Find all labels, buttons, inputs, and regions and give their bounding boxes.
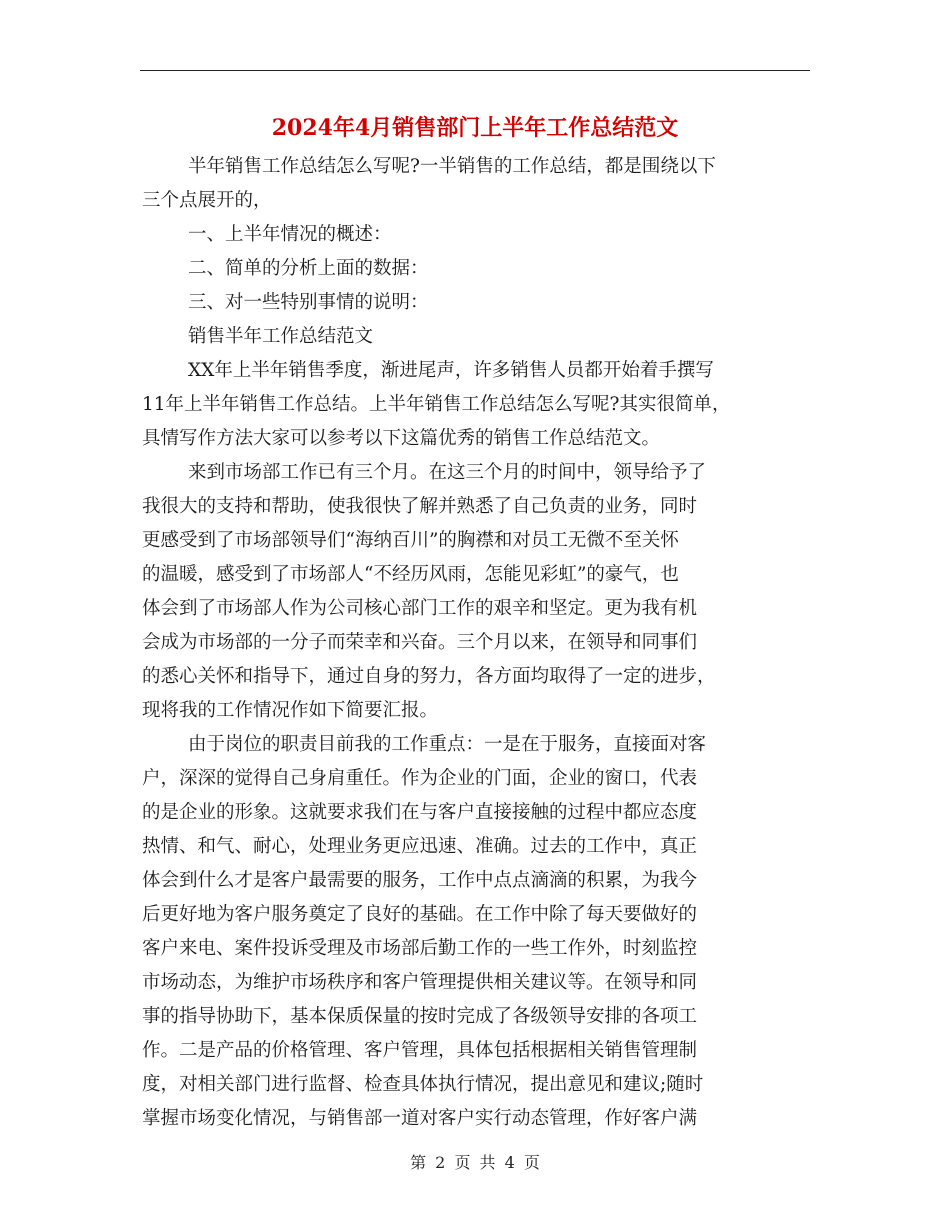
document-body <box>142 150 810 1136</box>
paragraph-line: 现将我的工作情况作如下简要汇报。 <box>142 700 439 721</box>
paragraph-line: 一、上半年情况的概述： <box>188 224 392 245</box>
paragraph-line: 体会到什么才是客户最需要的服务，工作中点点滴滴的积累，为我今 <box>142 870 698 891</box>
paragraph-line: 后更好地为客户服务奠定了良好的基础。在工作中除了每天要做好的 <box>142 904 698 925</box>
paragraph-line: 我很大的支持和帮助，使我很快了解并熟悉了自己负责的业务，同时 <box>142 496 698 517</box>
paragraph-line: 更感受到了市场部领导们“海纳百川”的胸襟和对员工无微不至关怀 <box>142 530 679 551</box>
paragraph-line: 作。二是产品的价格管理、客户管理，具体包括根据相关销售管理制 <box>142 1040 698 1061</box>
paragraph-line: 半年销售工作总结怎么写呢?一半销售的工作总结，都是围绕以下 <box>188 156 716 177</box>
paragraph-line: 的悉心关怀和指导下，通过自身的努力，各方面均取得了一定的进步， <box>142 666 716 687</box>
paragraph-line: 热情、和气、耐心，处理业务更应迅速、准确。过去的工作中，真正 <box>142 836 698 857</box>
paragraph-line: 度，对相关部门进行监督、检查具体执行情况，提出意见和建议;随时 <box>142 1074 704 1095</box>
paragraph-line: 三、对一些特别事情的说明： <box>188 292 429 313</box>
paragraph-line: 由于岗位的职责目前我的工作重点：一是在于服务，直接面对客 <box>188 734 707 755</box>
paragraph-line: 事的指导协助下，基本保质保量的按时完成了各级领导安排的各项工 <box>142 1006 698 1027</box>
paragraph-line: 11年上半年销售工作总结。上半年销售工作总结怎么写呢?其实很简单， <box>142 394 731 415</box>
paragraph-line: 户，深深的觉得自己身肩重任。作为企业的门面，企业的窗口，代表 <box>142 768 698 789</box>
page-number-footer: 第 2 页 共 4 页 <box>410 1153 540 1172</box>
paragraph-line: 二、简单的分析上面的数据： <box>188 258 429 279</box>
paragraph-line: 体会到了市场部人作为公司核心部门工作的艰辛和坚定。更为我有机 <box>142 598 698 619</box>
paragraph-line: 会成为市场部的一分子而荣幸和兴奋。三个月以来，在领导和同事们 <box>142 632 698 653</box>
paragraph-line: 三个点展开的， <box>142 190 272 211</box>
paragraph-line: 市场动态，为维护市场秩序和客户管理提供相关建议等。在领导和同 <box>142 972 698 993</box>
paragraph-line: XX年上半年销售季度，渐进尾声，许多销售人员都开始着手撰写 <box>188 360 714 381</box>
paragraph-line: 掌握市场变化情况，与销售部一道对客户实行动态管理，作好客户满 <box>142 1108 698 1129</box>
document-title: 2024年4月销售部门上半年工作总结范文 <box>271 115 679 141</box>
paragraph-line: 的温暖，感受到了市场部人“不经历风雨，怎能见彩虹”的豪气，也 <box>142 564 679 585</box>
paragraph-line: 来到市场部工作已有三个月。在这三个月的时间中，领导给予了 <box>188 462 707 483</box>
header-rule <box>140 70 810 71</box>
paragraph-line: 客户来电、案件投诉受理及市场部后勤工作的一些工作外，时刻监控 <box>142 938 698 959</box>
paragraph-line: 销售半年工作总结范文 <box>188 326 374 347</box>
paragraph-line: 的是企业的形象。这就要求我们在与客户直接接触的过程中都应态度 <box>142 802 698 823</box>
paragraph-line: 具情写作方法大家可以参考以下这篇优秀的销售工作总结范文。 <box>142 428 661 449</box>
